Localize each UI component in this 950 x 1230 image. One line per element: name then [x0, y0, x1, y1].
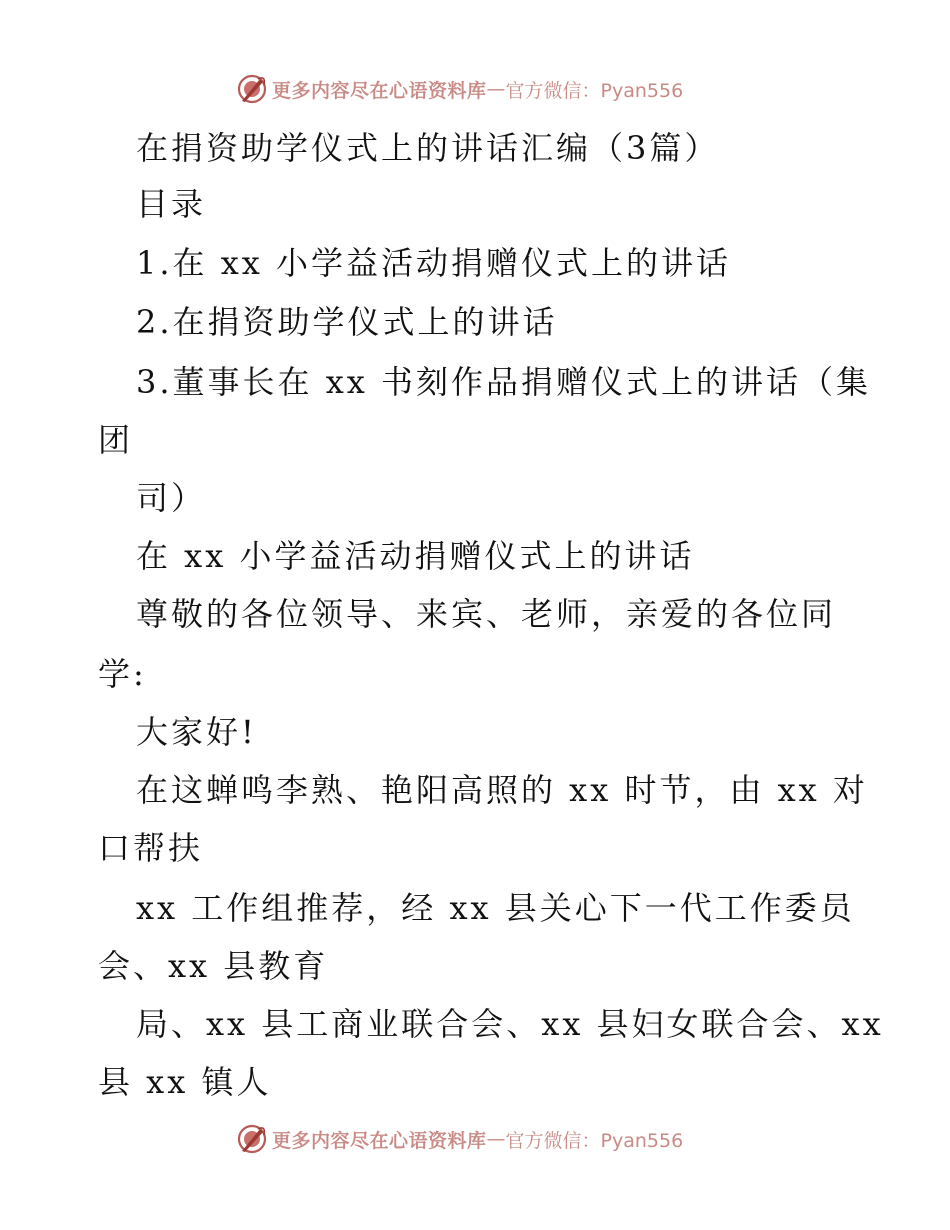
toc-item-3-wrap-2: 司） — [136, 479, 207, 517]
section-title: 在 xx 小学益活动捐赠仪式上的讲话 — [136, 537, 695, 575]
paragraph-3-line-1: 局、xx 县工商业联合会、xx 县妇女联合会、xx — [136, 1005, 884, 1043]
toc-item-1: 1.在 xx 小学益活动捐赠仪式上的讲话 — [136, 244, 731, 282]
toc-item-2: 2.在捐资助学仪式上的讲话 — [136, 303, 558, 341]
watermark-dash: — — [486, 1128, 506, 1150]
watermark-main-text: 更多内容尽在心语资料库 — [272, 79, 487, 102]
document-title: 在捐资助学仪式上的讲话汇编（3篇） — [136, 129, 720, 167]
watermark-main-text: 更多内容尽在心语资料库 — [272, 1129, 487, 1152]
watermark-sub-text: 官方微信：Pyan556 — [505, 1129, 684, 1152]
paragraph-1-line-1: 在这蝉鸣李熟、艳阳高照的 xx 时节，由 xx 对 — [136, 771, 868, 809]
quill-logo-icon — [236, 1123, 268, 1155]
paragraph-2-line-1: xx 工作组推荐，经 xx 县关心下一代工作委员 — [136, 889, 855, 927]
toc-heading: 目录 — [136, 185, 207, 223]
paragraph-1-line-2: 口帮扶 — [98, 829, 204, 867]
paragraph-2-line-2: 会、xx 县教育 — [98, 947, 329, 985]
salutation: 尊敬的各位领导、来宾、老师，亲爱的各位同 — [136, 595, 837, 633]
watermark-banner-bottom — [236, 1122, 683, 1156]
greeting: 大家好! — [136, 713, 257, 751]
watermark-sub-text: 官方微信：Pyan556 — [505, 79, 684, 102]
toc-item-3: 3.董事长在 xx 书刻作品捐赠仪式上的讲话（集 — [136, 363, 871, 401]
salutation-wrap: 学: — [98, 655, 147, 693]
quill-logo-icon — [236, 73, 268, 105]
watermark-dash: — — [486, 78, 506, 100]
paragraph-3-line-2: 县 xx 镇人 — [98, 1063, 272, 1101]
watermark-banner-top — [236, 72, 683, 106]
toc-item-3-wrap-1: 团 — [98, 421, 134, 459]
